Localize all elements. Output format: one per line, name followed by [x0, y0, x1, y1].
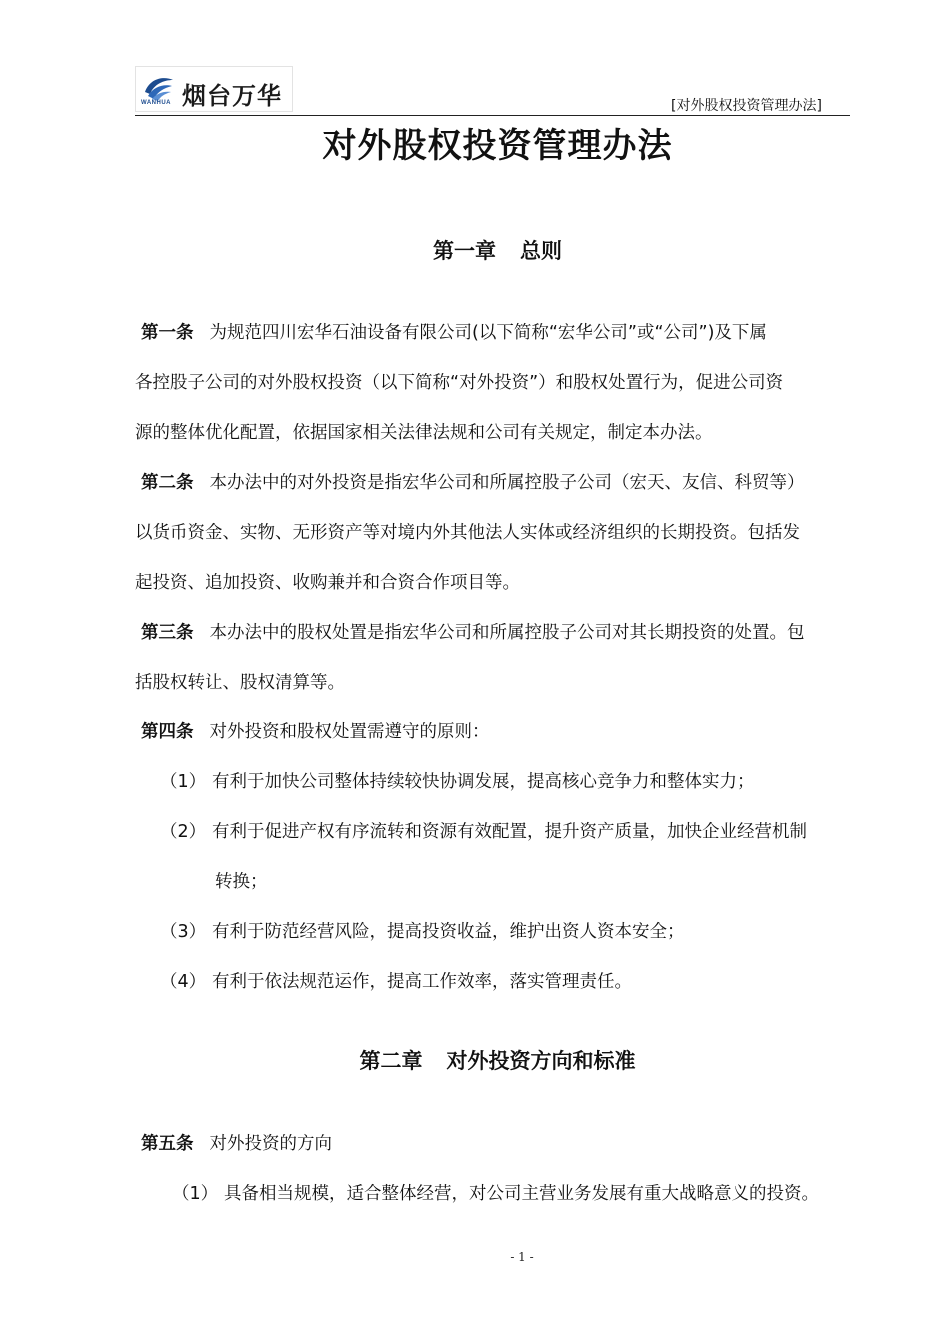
logo-text: 烟台万华 — [182, 82, 282, 110]
article-4-item-1 — [160, 771, 755, 793]
article-2-text-1: 本办法中的对外投资是指宏华公司和所属控股子公司（宏天、友信、科贸等） — [209, 473, 805, 493]
company-logo — [135, 66, 293, 112]
item-number: （1） — [160, 772, 207, 792]
article-1-text-1: 为规范四川宏华石油设备有限公司(以下简称“宏华公司”或“公司”)及下属 — [209, 323, 767, 343]
article-1-line-3: 源的整体优化配置，依据国家相关法律法规和公司有关规定，制定本办法。 — [135, 423, 713, 443]
chapter-1-name: 总则 — [520, 239, 562, 263]
chapter-1-number: 第一章 — [433, 239, 496, 263]
article-3-line-2: 括股权转让、股权清算等。 — [135, 673, 345, 693]
header-divider — [135, 115, 850, 116]
article-3-label: 第三条 — [141, 623, 194, 643]
article-3-text-1: 本办法中的股权处置是指宏华公司和所属控股子公司对其长期投资的处置。包 — [209, 623, 805, 643]
document-title: 对外股权投资管理办法 — [322, 126, 673, 166]
logo-subtext: WANHUA — [141, 100, 171, 106]
item-text: 有利于促进产权有序流转和资源有效配置，提升资产质量，加快企业经营机制 — [212, 822, 807, 842]
item-text: 有利于防范经营风险，提高投资收益，维护出资人资本安全； — [212, 922, 685, 942]
article-2-label: 第二条 — [141, 473, 194, 493]
article-4-text-1: 对外投资和股权处置需遵守的原则： — [209, 722, 490, 742]
article-1-line-1 — [135, 322, 767, 344]
article-4-item-3 — [160, 921, 685, 943]
chapter-2-name: 对外投资方向和标准 — [446, 1049, 636, 1073]
article-5-text-1: 对外投资的方向 — [209, 1134, 332, 1154]
article-4-item-2 — [160, 821, 807, 843]
chapter-1-heading — [0, 235, 950, 265]
item-text: 有利于加快公司整体持续较快协调发展，提高核心竞争力和整体实力； — [212, 772, 755, 792]
item-text: 具备相当规模，适合整体经营，对公司主营业务发展有重大战略意义的投资。 — [224, 1184, 819, 1204]
article-4-label: 第四条 — [141, 722, 194, 742]
article-2-line-3: 起投资、追加投资、收购兼并和合资合作项目等。 — [135, 573, 520, 593]
chapter-2-number: 第二章 — [359, 1049, 423, 1073]
item-number: （1） — [172, 1184, 219, 1204]
page-number: - 1 - — [510, 1250, 534, 1264]
article-4-line-1 — [135, 721, 490, 743]
article-5-label: 第五条 — [141, 1134, 194, 1154]
article-2-line-2: 以货币资金、实物、无形资产等对境内外其他法人实体或经济组织的长期投资。包括发 — [135, 523, 800, 543]
article-4-item-4 — [160, 971, 632, 993]
article-1-line-2: 各控股子公司的对外股权投资（以下简称“对外投资”）和股权处置行为，促进公司资 — [135, 373, 784, 393]
article-1-label: 第一条 — [141, 323, 194, 343]
article-4-item-2-continued: 转换； — [215, 872, 268, 892]
header-doc-name: [对外股权投资管理办法] — [671, 98, 822, 114]
article-3-line-1 — [135, 622, 805, 644]
article-5-item-1 — [172, 1183, 819, 1205]
item-number: （2） — [160, 822, 207, 842]
item-text: 有利于依法规范运作，提高工作效率，落实管理责任。 — [212, 972, 632, 992]
chapter-2-heading — [0, 1045, 950, 1075]
item-number: （3） — [160, 922, 207, 942]
article-5-line-1 — [135, 1133, 332, 1155]
article-2-line-1 — [135, 472, 805, 494]
item-number: （4） — [160, 972, 207, 992]
